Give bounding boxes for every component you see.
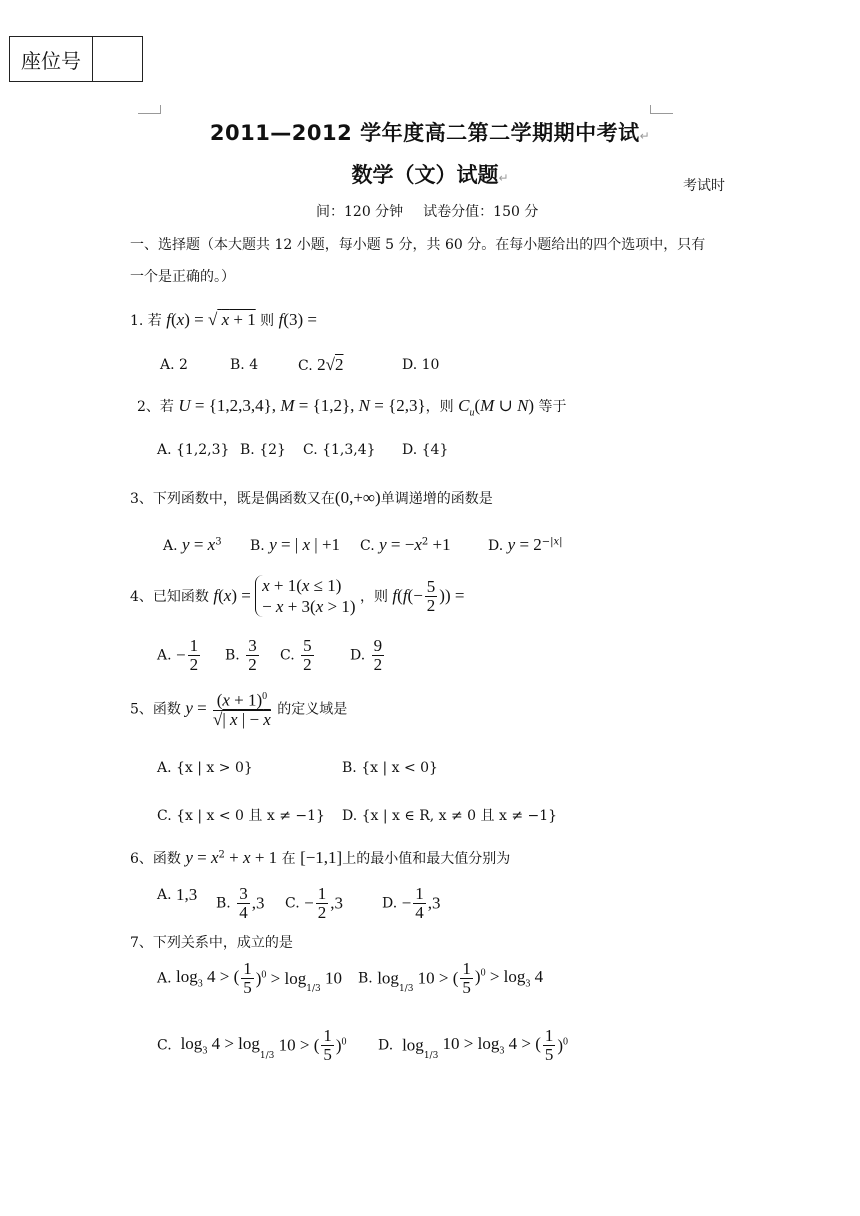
question-4: 4、已知函数 f(x) = x + 1(x ≤ 1) − x + 3(x > 1) ，则 f(f(− $\frac{5}{2}$ )) = <box>130 576 465 616</box>
q2-option-a: A. {1,2,3} <box>157 442 230 458</box>
q1-option-c: C. 2√2 <box>298 355 344 374</box>
q4-option-d: D. $\frac{9}{2}$ <box>350 636 383 674</box>
seat-number-blank <box>93 37 142 81</box>
q1-option-d: D. 10 <box>402 357 440 373</box>
q1-option-a: A. 2 <box>160 357 188 373</box>
q2-option-d: D. {4} <box>402 442 449 458</box>
exam-time-part-b: 间：120 分钟 <box>316 204 404 220</box>
q5-option-c: C. {x | x < 0 且 x ≠ −1} <box>157 808 325 824</box>
q4-option-a: A. − $\frac{1}{2}$ <box>157 636 199 674</box>
q3-option-c: C. $y = -x^2 +1$ <box>360 535 451 554</box>
exam-info <box>316 203 538 221</box>
q6-option-c: C. − $\frac{1}{2}$ ,3 <box>285 884 343 922</box>
question-1: 1. 若 f(x) = √ x + 1 则 f(3) = <box>130 310 318 329</box>
q3-option-d: D. $y = 2^{-|x|}$ <box>488 535 563 554</box>
question-7: 7、下列关系中，成立的是 <box>130 935 293 951</box>
q7-option-c: C. $\log_3 4 > \log_{1/3} 10$ > ( $\frac{1}{5}$ )$^0$ <box>157 1026 347 1064</box>
q3-option-b: B. y = | x | +1 <box>250 535 341 554</box>
q2-option-b: B. {2} <box>240 442 286 458</box>
question-2: 2、若 U = {1,2,3,4}, M = {1,2}, N = {2,3}，则 $C_u(M$ ∪ N) 等于 <box>137 396 567 419</box>
section-intro-line2: 一个是正确的。） <box>130 269 235 285</box>
q6-option-d: D. − $\frac{1}{4}$ ,3 <box>382 884 441 922</box>
q7-option-d: D. $\log_{1/3} 10 > \log_3 4$ > ( $\frac{1}{5}$ )$^0$ <box>378 1026 569 1064</box>
question-3: 3、下列函数中，既是偶函数又在(0,+∞)单调递增的函数是 <box>130 488 493 507</box>
q6-option-b: B. $\frac{3}{4}$ ,3 <box>216 884 265 922</box>
q6-option-a: A. 1,3 <box>157 885 198 904</box>
q4-option-b: B. $\frac{3}{2}$ <box>225 636 257 674</box>
seat-number-label: 座位号 <box>10 37 93 81</box>
q4-option-c: C. $\frac{5}{2}$ <box>280 636 312 674</box>
q3-option-a: A. $y = x^3$ <box>163 535 222 554</box>
q5-option-d: D. {x | x ∈ R, x ≠ 0 且 x ≠ −1} <box>342 808 558 824</box>
exam-title: 2011—2012 学年度高二第二学期期中考试↵ <box>209 121 651 145</box>
q1-option-b: B. 4 <box>230 357 259 373</box>
q5-option-a: A. {x | x > 0} <box>157 760 253 776</box>
question-5: 5、函数 y = $\frac{(x + 1)^0}{√| x | - x}$ 的定义域是 <box>130 688 347 729</box>
question-6: 6、函数 $y = x^2 + x + 1$ 在 [−1,1]上的最小值和最大值分别为 <box>130 848 511 867</box>
q5-option-b: B. {x | x < 0} <box>342 760 438 776</box>
exam-score: 试卷分值：150 分 <box>423 204 539 220</box>
section-intro-line1: 一、选择题（本大题共 12 小题，每小题 5 分，共 60 分。在每小题给出的四个选项中，只有 <box>130 237 706 253</box>
exam-time-part-a: 考试时 <box>683 178 725 194</box>
page-corner-mark-right <box>650 105 673 114</box>
seat-number-box <box>9 36 143 82</box>
page-corner-mark-left <box>138 105 161 114</box>
exam-subtitle: 数学（文）试题↵ <box>351 163 509 187</box>
q7-option-a: A. $\log_3 4$ > ( $\frac{1}{5}$ )$^0 > \log_{1/3} 10$ <box>157 959 342 997</box>
q2-option-c: C. {1,3,4} <box>303 442 376 458</box>
q7-option-b: B. $\log_{1/3} 10$ > ( $\frac{1}{5}$ )$^0 > \log_3 4$ <box>358 959 544 997</box>
